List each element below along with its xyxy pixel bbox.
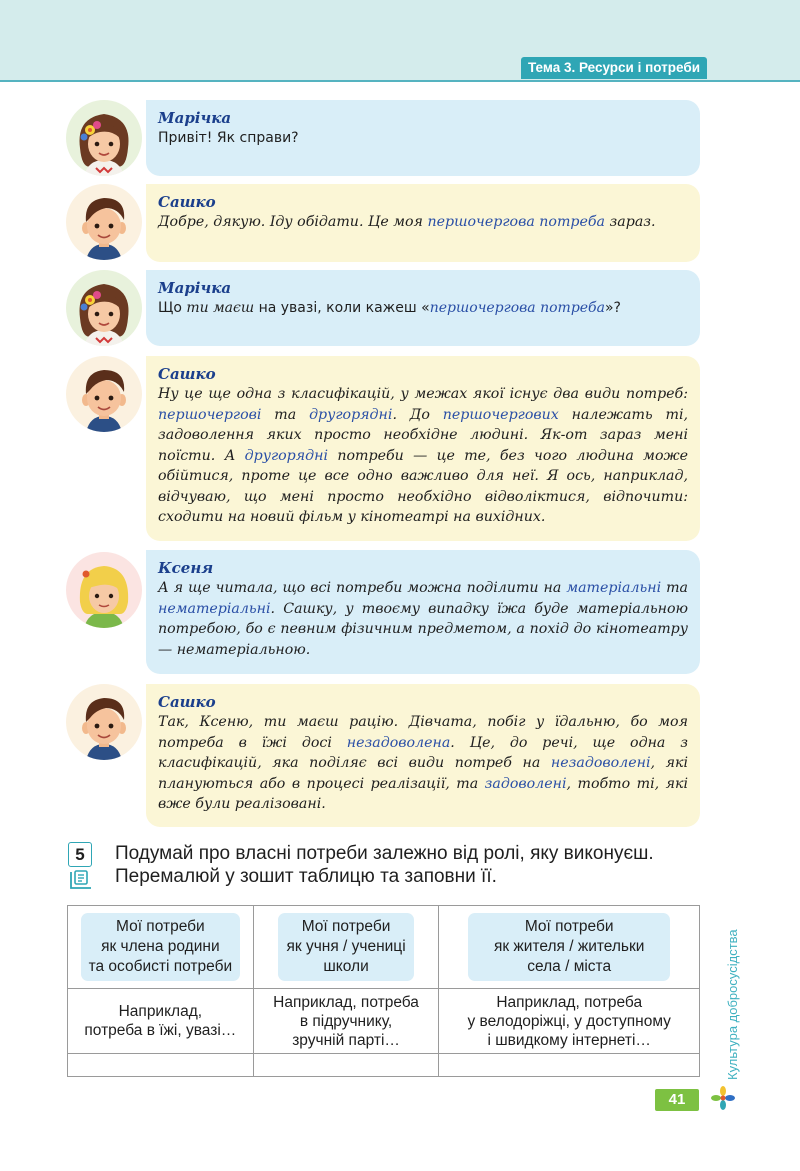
speech-bubble <box>146 270 700 346</box>
avatar-sashko <box>66 356 142 432</box>
speech-bubble <box>146 184 700 262</box>
notebook-icon <box>69 868 93 890</box>
speech-bubble <box>146 550 700 674</box>
speaker-name: Марічка <box>158 109 232 127</box>
table-header-cell: Мої потреби як учня / учениці школи <box>253 906 439 989</box>
avatar-kseniia <box>66 552 142 628</box>
avatar-sashko <box>66 684 142 760</box>
flower-icon <box>711 1086 735 1110</box>
keyword: незадоволена <box>346 734 451 751</box>
table-cell <box>68 1054 254 1077</box>
table-header-cell: Мої потреби як члена родини та особисті потреби <box>68 906 254 989</box>
keyword: матеріальні <box>566 580 662 596</box>
avatar-sashko <box>66 184 142 260</box>
speaker-name: Сашко <box>158 365 216 383</box>
page-number: 41 <box>655 1089 699 1111</box>
table-cell: Наприклад, потреба в їжі, увазі… <box>68 989 254 1054</box>
speech-bubble <box>146 100 700 176</box>
keyword: нематеріальні <box>158 600 271 617</box>
table-header-cell: Мої потреби як жителя / жительки села / міста <box>439 906 700 989</box>
speech-text: Так, Ксеню, ти маєш рацію. Дівчата, побіг у їдальню, бо моя потреба в їжі досі незадоволена. Це, до речі, ще одна з класифікацій, яка поділяє всі види потреб на незадоволені, які плануються або в процесі реалізації, та задоволені, тобто ті, які вже були реалізовані. <box>158 714 689 812</box>
keyword: незадоволені <box>550 755 651 771</box>
speech-text: Добре, дякую. Іду обідати. Це моя першочергова потреба зараз. <box>158 214 656 230</box>
topic-label: Тема 3. Ресурси і потреби <box>521 57 707 79</box>
table-cell: Наприклад, потреба в підручнику, зручній парті… <box>253 989 439 1054</box>
section-side-label: Культура добросусідства <box>725 929 740 1080</box>
speech-bubble <box>146 356 700 541</box>
keyword: другорядні <box>244 447 329 464</box>
avatar-marichka <box>66 270 142 346</box>
speaker-name: Марічка <box>158 279 232 297</box>
table-cell: Наприклад, потреба у велодоріжці, у доступному і швидкому інтернеті… <box>439 989 700 1054</box>
keyword: першочергових <box>442 406 559 423</box>
table-cell <box>253 1054 439 1077</box>
speech-text: Привіт! Як справи? <box>158 130 299 146</box>
speech-text: Що ти маєш на увазі, коли кажеш «першочергова потреба»? <box>158 300 621 316</box>
needs-table <box>67 905 700 1077</box>
table-header-row <box>68 906 700 989</box>
speech-bubble <box>146 684 700 827</box>
speech-text: А я ще читала, що всі потреби можна поділити на матеріальні та нематеріальні. Сашку, у твоєму випадку їжа буде матеріальною потребою, бо є певним фізичним предметом, а похід до кінотеатру — нематеріальною. <box>158 580 688 658</box>
speaker-name: Ксеня <box>158 559 214 577</box>
table-cell <box>439 1054 700 1077</box>
task-number: 5 <box>68 842 92 867</box>
keyword: першочергові <box>158 406 262 423</box>
keyword: другорядні <box>309 406 393 423</box>
keyword: задоволені <box>484 775 567 792</box>
table-row <box>68 989 700 1054</box>
task-line: Перемалюй у зошит таблицю та заповни її. <box>115 866 497 887</box>
table-row <box>68 1054 700 1077</box>
avatar-marichka <box>66 100 142 176</box>
speaker-name: Сашко <box>158 693 216 711</box>
keyword: першочергова потреба <box>429 300 605 316</box>
speech-text: Ну це ще одна з класифікацій, у межах якої існує два види потреб: першочергові та другорядні. До першочергових належать ті, задоволення яких просто необхідне людині. Як-от зараз мені поїсти. А другорядні потреби — це те, без чого людина може обійтися, проте це все одно важливо для неї. Я ось, наприклад, відчуваю, що мені просто необхідно відволіктися, відпочити: сходити на новий фільм у кінотеатрі на вихідних. <box>158 386 689 525</box>
speaker-name: Сашко <box>158 193 216 211</box>
task-line: Подумай про власні потреби залежно від ролі, яку виконуєш. <box>115 843 654 864</box>
keyword: першочергова потреба <box>427 214 606 230</box>
task-instruction <box>115 842 715 888</box>
